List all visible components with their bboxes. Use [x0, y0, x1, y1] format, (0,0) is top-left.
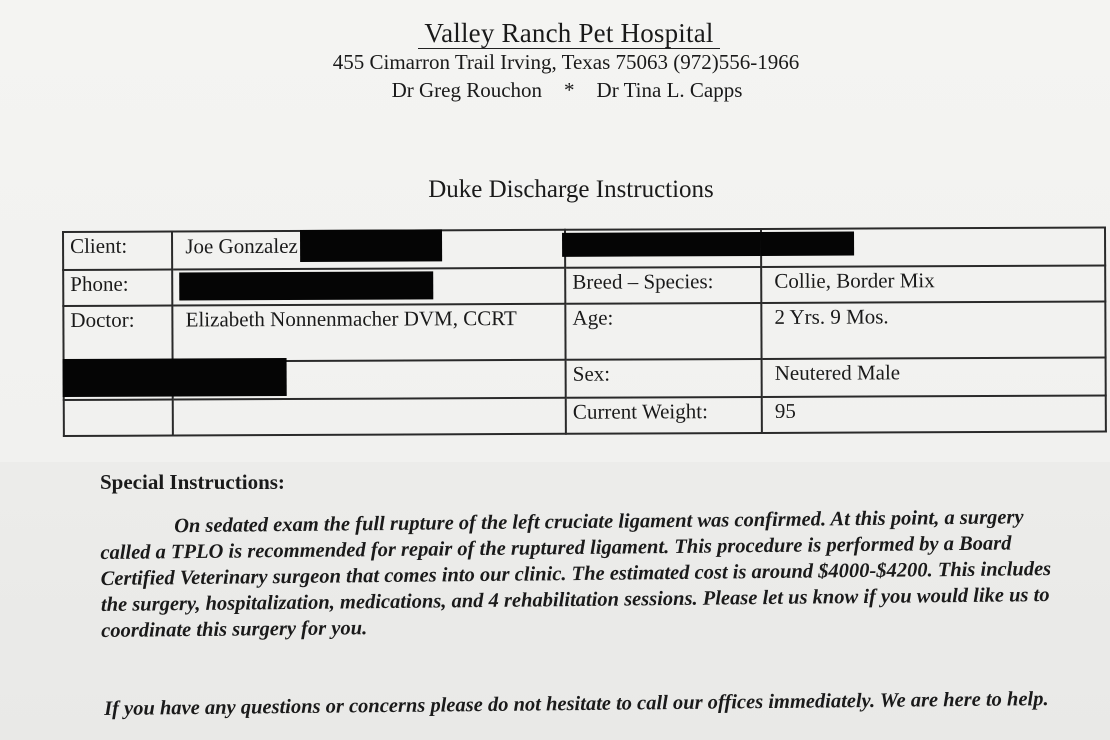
doctor-label: Doctor: — [63, 306, 172, 362]
redaction-box — [300, 229, 442, 262]
client-value: Joe Gonzalez — [185, 233, 298, 259]
doctor-value: Elizabeth Nonnenmacher DVM, CCRT — [173, 304, 566, 362]
table-row — [63, 265, 1105, 306]
breed-value: Collie, Border Mix — [761, 265, 1105, 303]
weight-label: Current Weight: — [566, 397, 762, 434]
client-cell — [172, 230, 565, 270]
redaction-box — [179, 271, 433, 300]
sex-label: Sex: — [566, 359, 762, 398]
sex-value: Neutered Male — [762, 357, 1106, 397]
redacted-cell — [64, 362, 173, 400]
table-row — [63, 301, 1105, 362]
age-value: 2 Yrs. 9 Mos. — [761, 301, 1105, 358]
empty-cell — [173, 398, 566, 436]
patient-info-table — [62, 226, 1107, 437]
table-row — [64, 357, 1106, 400]
doctor-separator: * — [564, 78, 575, 102]
empty-cell — [64, 400, 173, 436]
redacted-cell — [565, 229, 761, 268]
closing-note: If you have any questions or concerns please do not hesitate to call our offices immediately. We are here to help. — [104, 688, 1049, 720]
hospital-doctors — [0, 78, 1110, 103]
redaction-box — [63, 358, 287, 397]
client-label: Client: — [63, 232, 172, 270]
special-instructions-text: On sedated exam the full rupture of the left cruciate ligament was confirmed. At this point, a surgery called a TPLO is recommended for repair of the ruptured ligament. This procedure is performed by a Board Certified Veterinary surgeon that comes into our clinic. The estimated cost is around $4000-$4200. This includes the surgery, hospitalization, medications, and 4 rehabilitation sessions. Please let us know if you would like us to coordinate this surgery for you. — [100, 506, 1052, 642]
hospital-address: 455 Cimarron Trail Irving, Texas 75063 (972)556-1966 — [332, 50, 800, 74]
redacted-cell — [761, 227, 1105, 267]
breed-label: Breed – Species: — [565, 267, 761, 304]
phone-cell — [172, 268, 565, 306]
document-title: Duke Discharge Instructions — [428, 176, 714, 203]
phone-label: Phone: — [63, 270, 172, 306]
special-instructions-heading: Special Instructions: — [100, 470, 285, 494]
age-label: Age: — [565, 303, 761, 360]
redaction-box — [760, 232, 854, 256]
redaction-box — [562, 232, 760, 257]
doctor-2: Dr Tina L. Capps — [596, 78, 743, 102]
table-row — [64, 395, 1106, 436]
hospital-name: Valley Ranch Pet Hospital — [0, 18, 1110, 49]
doctor-1: Dr Greg Rouchon — [391, 78, 543, 102]
table-row — [63, 227, 1105, 270]
special-instructions-body — [100, 504, 1061, 644]
weight-value: 95 — [762, 395, 1106, 433]
